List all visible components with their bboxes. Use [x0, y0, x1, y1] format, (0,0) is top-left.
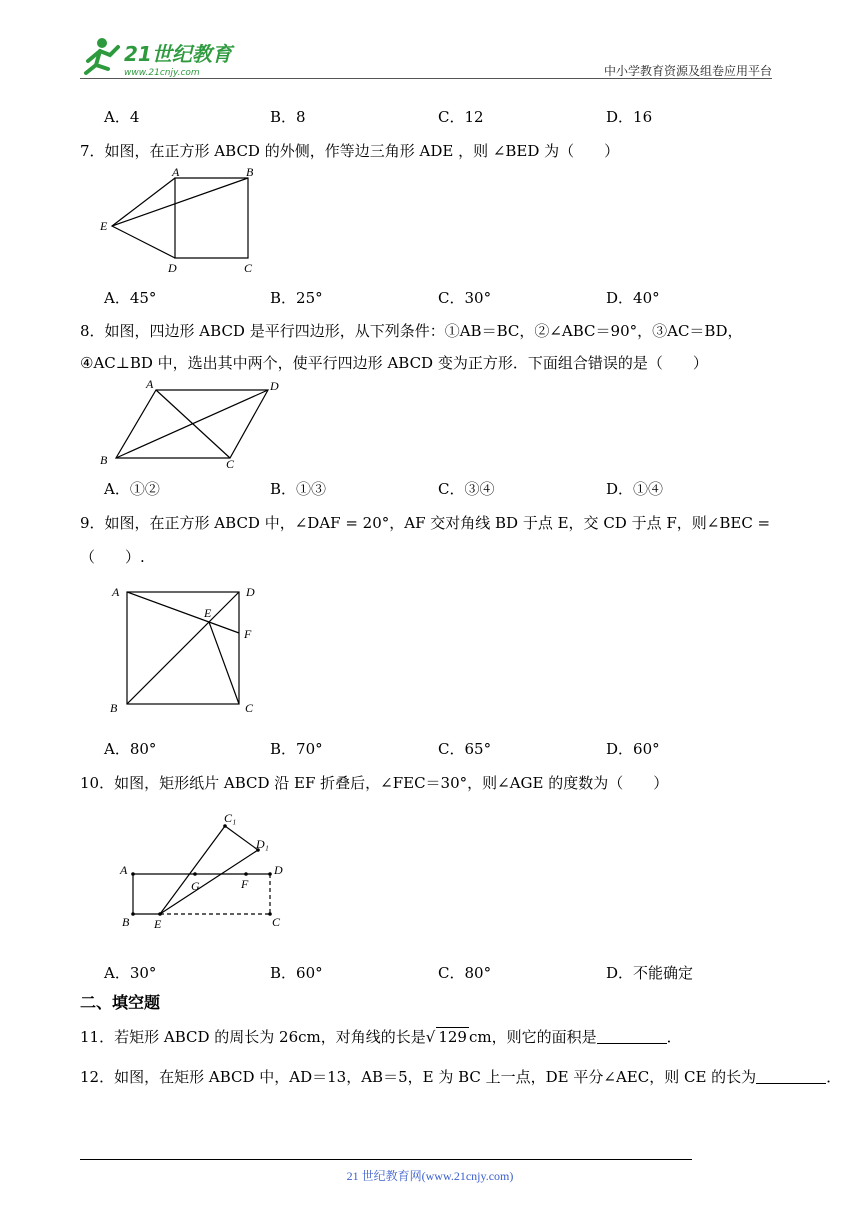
q8-text-line1: 8．如图，四边形 ABCD 是平行四边形，从下列条件：①AB＝BC，②∠ABC＝90°，③AC＝BD，: [80, 322, 743, 340]
q8-text-line2: ④AC⊥BD 中，选出其中两个，使平行四边形 ABCD 变为正方形．下面组合错误的是（ ）: [80, 354, 708, 372]
q6-option-a: A．4: [104, 108, 140, 126]
q10-option-b: B．60°: [270, 964, 323, 982]
q7-option-a: A．45°: [104, 289, 157, 307]
q9-text-line2: （ ）.: [80, 548, 145, 566]
logo-url: www.21cnjy.com: [124, 68, 200, 78]
q10-option-d: D．不能确定: [606, 964, 694, 982]
q11-suffix: cm，则它的面积是: [468, 1028, 597, 1046]
q12-end: ．: [826, 1068, 842, 1086]
q8-label-d: D: [270, 379, 279, 393]
q11-answer-blank[interactable]: [597, 1029, 667, 1044]
q10-label-d: D: [274, 863, 283, 877]
q10-option-a: A．30°: [104, 964, 157, 982]
footer-text[interactable]: 21 世纪教育网(www.21cnjy.com): [346, 1169, 514, 1183]
header-platform-text: 中小学教育资源及组卷应用平台: [603, 64, 772, 78]
q12-body: 12．如图，在矩形 ABCD 中，AD＝13，AB＝5，E 为 BC 上一点，DE 平分∠AEC，则 CE 的长为: [80, 1068, 757, 1086]
q8-option-a: A．①②: [104, 480, 160, 498]
q9-option-c: C．65°: [438, 740, 492, 758]
q9-label-a: A: [112, 585, 120, 599]
q9-label-d: D: [246, 585, 255, 599]
q10-figure: [110, 808, 310, 934]
section-title: 二、填空题: [80, 993, 161, 1012]
q10-label-b: B: [122, 915, 130, 929]
q9-option-a: A．80°: [104, 740, 157, 758]
footer-divider: [80, 1159, 692, 1160]
header-divider: [80, 78, 772, 79]
q11-text: [80, 1026, 682, 1047]
logo-title: 21世纪教育: [124, 42, 232, 66]
q10-label-e: E: [154, 917, 162, 931]
q9-label-c: C: [245, 701, 254, 715]
q7-label-e: E: [100, 219, 108, 233]
q7-option-b: B．25°: [270, 289, 323, 307]
q7-label-b: B: [246, 166, 254, 179]
q9-label-b: B: [110, 701, 118, 715]
sqrt-symbol: √: [425, 1028, 436, 1046]
site-logo: [80, 35, 250, 79]
q11-prefix: 11．若矩形 ABCD 的周长为 26cm，对角线的长是: [80, 1028, 426, 1046]
q8-option-d: D．①④: [606, 480, 664, 498]
q10-option-c: C．80°: [438, 964, 492, 982]
q8-figure: [96, 376, 296, 474]
q11-end: ．: [666, 1028, 682, 1046]
runner-icon: [86, 38, 118, 73]
q12-text: [80, 1066, 841, 1087]
q10-label-a: A: [120, 863, 128, 877]
q10-text: 10．如图，矩形纸片 ABCD 沿 EF 折叠后，∠FEC＝30°，则∠AGE 的度数为（ ）: [80, 774, 669, 792]
q9-label-e: E: [204, 606, 212, 620]
q9-option-d: D．60°: [606, 740, 660, 758]
q7-text: 7．如图，在正方形 ABCD 的外侧，作等边三角形 ADE ，则 ∠BED 为（ ）: [80, 142, 620, 160]
q7-label-c: C: [244, 261, 253, 275]
q9-figure: [100, 582, 270, 718]
q10-label-d1: D₁: [256, 837, 269, 851]
q7-label-d: D: [168, 261, 177, 275]
q8-label-c: C: [226, 457, 235, 471]
q8-label-a: A: [146, 377, 154, 391]
q6-option-c: C．12: [438, 108, 484, 126]
q6-option-b: B．8: [270, 108, 306, 126]
q10-label-f: F: [241, 877, 249, 891]
q10-label-g: G: [191, 879, 200, 893]
q12-answer-blank[interactable]: [756, 1069, 826, 1084]
q9-option-b: B．70°: [270, 740, 323, 758]
q7-label-a: A: [172, 166, 180, 179]
q8-option-b: B．①③: [270, 480, 327, 498]
q6-option-d: D．16: [606, 108, 653, 126]
q7-option-c: C．30°: [438, 289, 492, 307]
q10-label-c1: C₁: [224, 811, 237, 825]
q7-option-d: D．40°: [606, 289, 660, 307]
q9-label-f: F: [244, 627, 252, 641]
q10-label-c: C: [272, 915, 281, 929]
q8-option-c: C．③④: [438, 480, 495, 498]
q7-figure: [96, 166, 266, 278]
q11-radicand: 129: [438, 1028, 467, 1046]
q8-label-b: B: [100, 453, 108, 467]
q9-text-line1: 9．如图，在正方形 ABCD 中，∠DAF = 20°，AF 交对角线 BD 于点 E，交 CD 于点 F，则∠BEC =: [80, 514, 771, 532]
